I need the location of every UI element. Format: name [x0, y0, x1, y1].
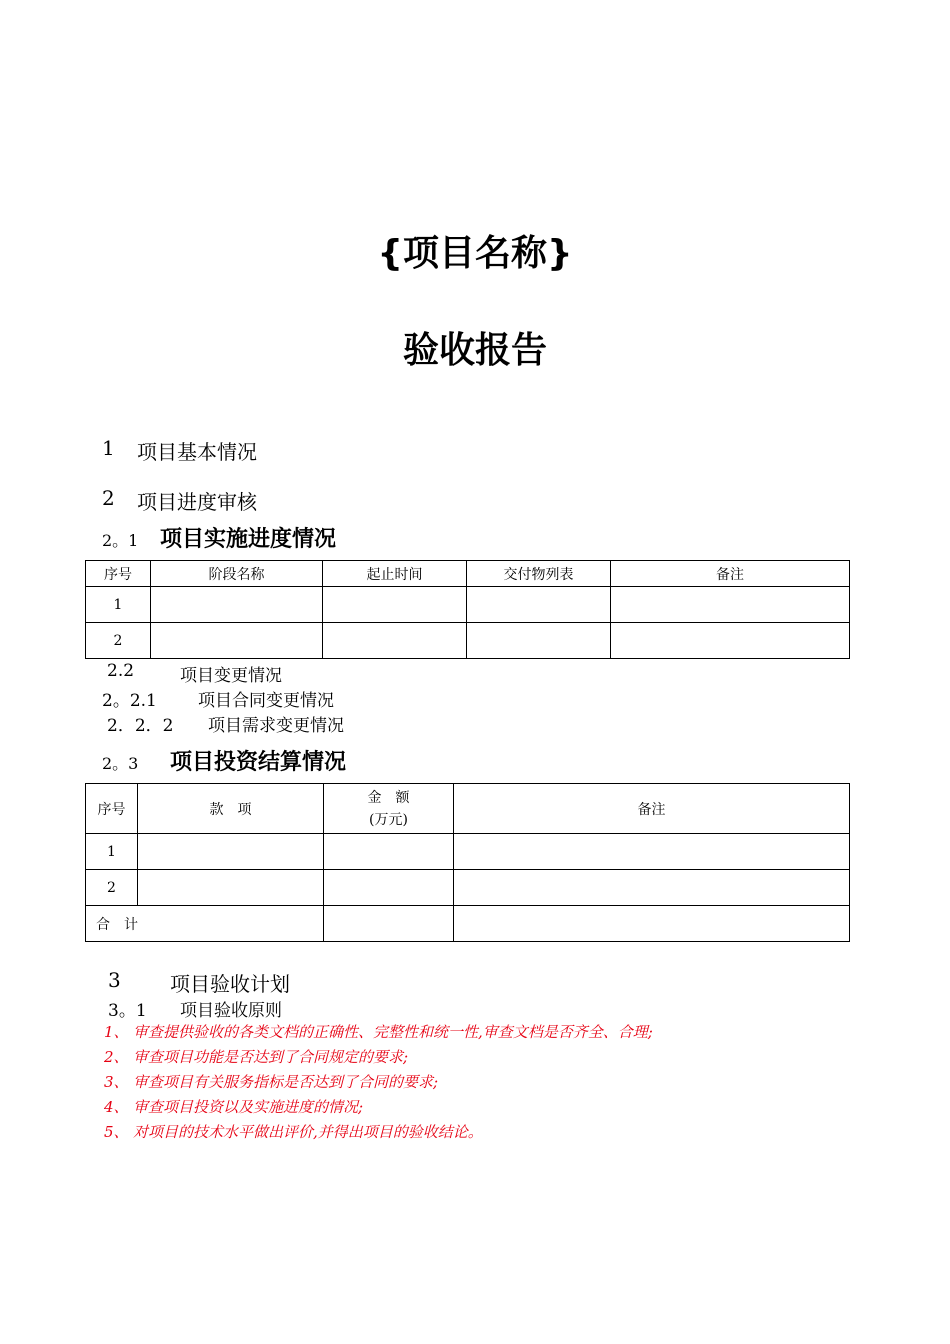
list-item-number: 2、 [104, 1048, 129, 1066]
table-cell: 1 [86, 587, 151, 623]
section-label: 项目需求变更情况 [208, 716, 344, 736]
list-item-number: 4、 [104, 1098, 129, 1116]
section-number: 3 [108, 968, 121, 992]
section-number: 2 [102, 486, 115, 510]
section-label: 项目验收计划 [170, 972, 290, 996]
table-cell [323, 587, 467, 623]
table-cell [323, 623, 467, 659]
table-row [86, 870, 850, 906]
list-item-number: 5、 [104, 1123, 129, 1141]
table-cell: 1 [86, 834, 138, 870]
table-cell [151, 587, 323, 623]
section-label: 项目实施进度情况 [160, 527, 337, 552]
report-title: 验收报告 [402, 330, 547, 371]
list-item-text: 审查提供验收的各类文档的正确性、完整性和统一性,审查文档是否齐全、合理; [133, 1023, 653, 1041]
table-cell [324, 834, 454, 870]
section-label: 项目投资结算情况 [170, 750, 347, 775]
table-header-row [86, 784, 850, 834]
table-cell [454, 870, 850, 906]
column-header: 备注 [611, 561, 850, 587]
table-cell [138, 834, 324, 870]
table-cell [611, 623, 850, 659]
column-header: 款 项 [138, 784, 324, 834]
table-header-row [86, 561, 850, 587]
section-label: 项目验收原则 [180, 1001, 282, 1021]
column-header: 起止时间 [323, 561, 467, 587]
column-header: 序号 [86, 561, 151, 587]
project-name-title: {项目名称} [377, 233, 573, 274]
table-cell [138, 870, 324, 906]
list-item-number: 3、 [104, 1073, 129, 1091]
section-label: 项目基本情况 [137, 440, 257, 464]
table-cell: 2 [86, 623, 151, 659]
section-number: 1 [102, 436, 115, 460]
column-header: 阶段名称 [151, 561, 323, 587]
table-cell [324, 870, 454, 906]
total-label: 合 计 [86, 906, 324, 942]
table-cell: 2 [86, 870, 138, 906]
list-item-text: 审查项目有关服务指标是否达到了合同的要求; [133, 1073, 439, 1091]
section-number: 2.2 [107, 661, 135, 681]
section-label: 项目合同变更情况 [198, 691, 334, 711]
column-header: 序号 [86, 784, 138, 834]
table-row [86, 834, 850, 870]
table-cell [454, 834, 850, 870]
section-label: 项目变更情况 [180, 666, 282, 686]
section-number: 2。1 [102, 531, 139, 550]
column-header: 备注 [454, 784, 850, 834]
table-cell [611, 587, 850, 623]
progress-table [85, 560, 850, 659]
column-header [324, 784, 454, 834]
list-item-number: 1、 [104, 1023, 129, 1041]
investment-table [85, 783, 850, 942]
table-cell [324, 906, 454, 942]
column-header: 交付物列表 [467, 561, 611, 587]
list-item-text: 审查项目投资以及实施进度的情况; [133, 1098, 364, 1116]
table-row [86, 587, 850, 623]
table-total-row [86, 906, 850, 942]
section-number: 2．2．2 [107, 716, 174, 736]
section-label: 项目进度审核 [137, 490, 257, 514]
table-cell [467, 623, 611, 659]
table-cell [151, 623, 323, 659]
section-number: 2。3 [102, 754, 139, 773]
list-item-text: 对项目的技术水平做出评价,并得出项目的验收结论。 [133, 1123, 483, 1141]
section-number: 2。2.1 [102, 691, 157, 711]
table-cell [467, 587, 611, 623]
table-cell [454, 906, 850, 942]
list-item-text: 审查项目功能是否达到了合同规定的要求; [133, 1048, 409, 1066]
table-row [86, 623, 850, 659]
amount-header-label: 金 额 [367, 789, 410, 806]
amount-unit-label: (万元) [369, 811, 408, 828]
section-number: 3。1 [108, 1001, 147, 1021]
